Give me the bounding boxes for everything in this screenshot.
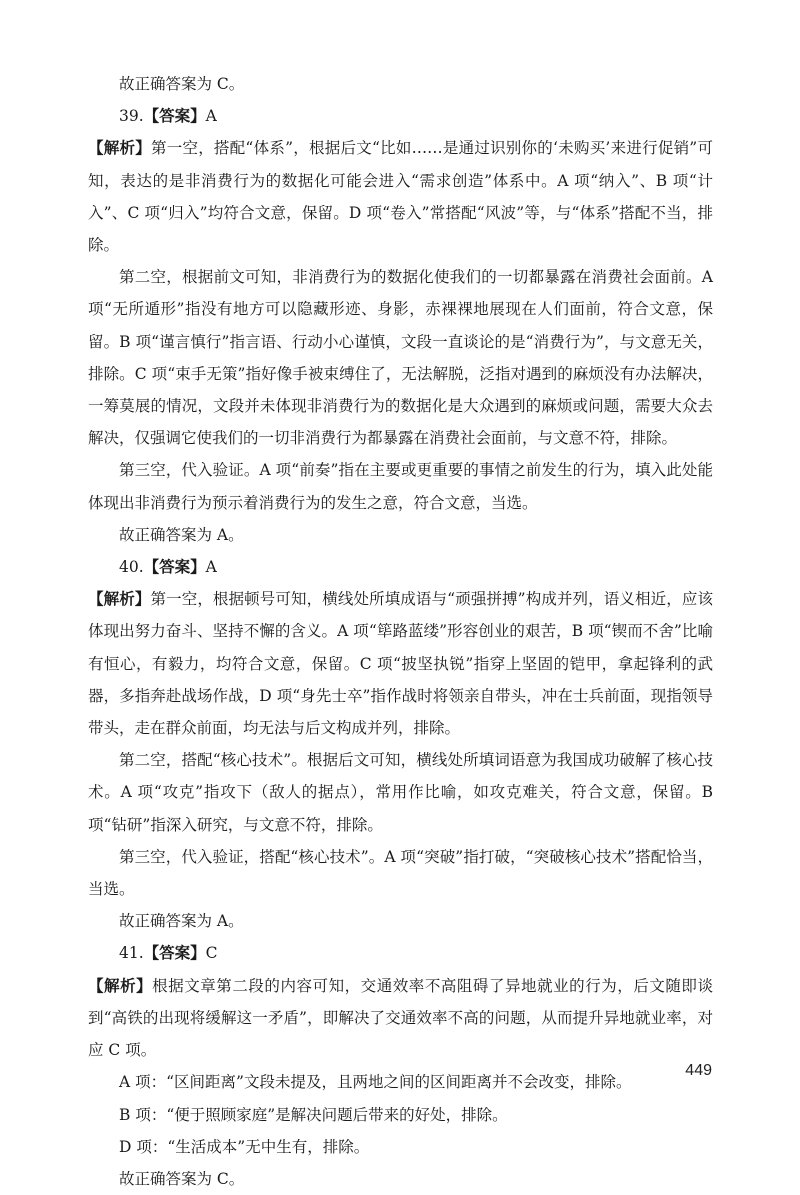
paragraph-text: 故正确答案为 C。: [119, 75, 245, 93]
page-number: 449: [685, 1062, 712, 1079]
paragraph: [88, 1163, 713, 1195]
paragraph: [88, 100, 713, 132]
paragraph-text: A 项：“区间距离”文段未提及，且两地之间的区间距离并不会改变，排除。: [119, 1073, 632, 1092]
paragraph: [88, 519, 713, 551]
paragraph-text: 根据文章第二段的内容可知，交通效率不高阻碍了异地就业的行为，后文随即谈到“高铁的出现将缓解这一矛盾”，即解决了交通效率不高的问题，从而提升异地就业率，对应 C 项。: [88, 976, 713, 1060]
paragraph: [88, 68, 713, 100]
paragraph-text: A: [205, 558, 217, 577]
paragraph-text: B 项：“便于照顾家庭”是解决问题后带来的好处，排除。: [119, 1105, 508, 1124]
bold-label: 【解析】: [88, 589, 151, 609]
paragraph: [88, 261, 713, 454]
paragraph-text: 第三空，代入验证。A 项“前奏”指在主要或更重要的事情之前发生的行为，填入此处能体现出非消费行为预示着消费行为的发生之意，符合文意，当选。: [88, 461, 713, 512]
bold-label: 【答案】: [143, 943, 206, 963]
paragraph: [88, 744, 713, 841]
paragraph-text: 39.: [119, 107, 144, 126]
paragraph-text: 故正确答案为 A。: [119, 525, 244, 544]
paragraph: [88, 1131, 713, 1163]
paragraph: [88, 970, 713, 1067]
paragraph-text: D 项：“生活成本”无中生有，排除。: [119, 1137, 370, 1156]
paragraph-text: 41.: [119, 944, 144, 963]
paragraph-text: A: [205, 107, 217, 126]
bold-label: 【解析】: [88, 975, 153, 995]
paragraph: [88, 841, 713, 905]
paragraph-text: 第一空，根据顿号可知，横线处所填成语与“顽强拼搏”构成并列，语义相近，应该体现出努力奋斗、坚持不懈的含义。A 项“筚路蓝缕”形容创业的艰苦，B 项“锲而不舍”比喻有恒心，有毅力，均符合文意，保留。C 项“披坚执锐”指穿上坚固的铠甲，拿起锋利的武器，多指奔赴战场作战，D 项“身先士卒”指作战时将领亲自带头，冲在士兵前面，现指领导带头，走在群众前面，均无法与后文构成并列，排除。: [88, 590, 713, 738]
document-body: [88, 68, 713, 1195]
bold-label: 【答案】: [143, 106, 206, 126]
paragraph: [88, 454, 713, 518]
paragraph: [88, 1099, 713, 1131]
paragraph: [88, 132, 713, 261]
paragraph-text: 第二空，根据前文可知，非消费行为的数据化使我们的一切都暴露在消费社会面前。A 项“无所遁形”指没有地方可以隐藏形迹、身影，赤裸裸地展现在人们面前，符合文意，保留。B 项“谨言慎行”指言语、行动小心谨慎，文段一直谈论的是“消费行为”，与文意无关，排除。C 项“束手无策”指好像手被束缚住了，无法解脱，泛指对遇到的麻烦没有办法解决，一筹莫展的情况，文段并未体现非消费行为的数据化是大众遇到的麻烦或问题，需要大众去解决，仅强调它使我们的一切非消费行为都暴露在消费社会面前，与文意不符，排除。: [88, 268, 713, 448]
paragraph-text: 故正确答案为 A。: [119, 912, 244, 931]
paragraph-text: C: [205, 944, 218, 963]
paragraph-text: 故正确答案为 C。: [119, 1169, 245, 1188]
paragraph: [88, 937, 713, 969]
paragraph-text: 40.: [119, 558, 144, 577]
bold-label: 【解析】: [88, 138, 151, 158]
paragraph-text: 第一空，搭配“体系”，根据后文“比如……是通过识别你的‘未购买’来进行促销”可知，表达的是非消费行为的数据化可能会进入“需求创造”体系中。A 项“纳入”、B 项“计入”、C 项“归入”均符合文意，保留。D 项“卷入”常搭配“风波”等，与“体系”搭配不当，排除。: [88, 139, 713, 255]
paragraph: [88, 905, 713, 937]
paragraph: [88, 1066, 713, 1098]
paragraph-text: 第二空，搭配“核心技术”。根据后文可知，横线处所填词语意为我国成功破解了核心技术。A 项“攻克”指攻下（敌人的据点），常用作比喻，如攻克难关，符合文意，保留。B 项“钻研”指深入研究，与文意不符，排除。: [88, 751, 713, 834]
bold-label: 【答案】: [143, 557, 206, 577]
paragraph-text: 第三空，代入验证，搭配“核心技术”。A 项“突破”指打破，“突破核心技术”搭配恰当，当选。: [88, 847, 713, 899]
paragraph: [88, 583, 713, 744]
paragraph: [88, 551, 713, 583]
